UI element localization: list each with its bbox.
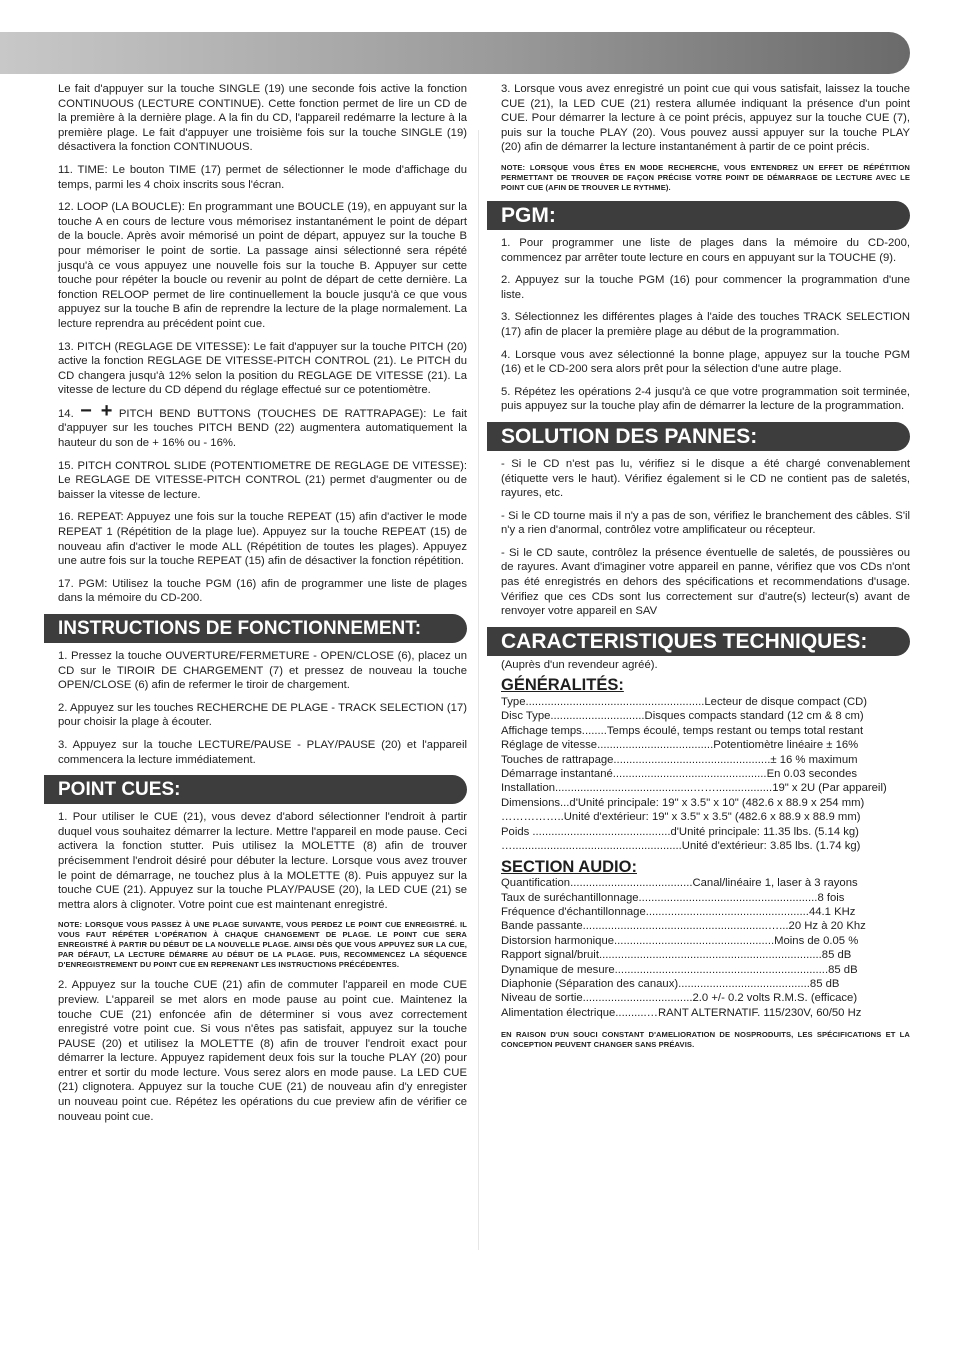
- section-header-specs: CARACTERISTIQUES TECHNIQUES:: [487, 627, 910, 656]
- spec-line: Dynamique de mesure....................................................................85 dB: [501, 963, 858, 976]
- disclaimer-note: EN RAISON D'UN SOUCI CONSTANT D'AMELIORATION DE NOSPRODUITS, LES SPÉCIFICATIONS ET LA CONCEPTION PEUVENT CHANGER SANS PRÉAVIS.: [501, 1030, 910, 1050]
- item-15-pitch-slide: 15. PITCH CONTROL SLIDE (POTENTIOMETRE DE REGLAGE DE VITESSE): Le REGLAGE DE VITESSE-PITCH CONTROL (21) permet d'augmenter ou de baisser la vitesse de lecture.: [58, 459, 467, 501]
- spec-line: Type.........................................................Lecteur de disque compact (CD): [501, 696, 868, 709]
- cue-step-2: 2. Appuyez sur la touche CUE (21) afin de commuter l'appareil en mode CUE preview. L'appareil se met alors en mode pause au point cue. Maintenez la touche CUE (21) enfoncée afin de déterminer si vous avez correctement enregistré votre point cue. Si vous n'êtes pas satisfait, appuyez sur la touche PAUSE (20) et utilisez la MOLETTE (8) afin de trouver l'endroit exact pour démarrer la lecture. Appuyez rapidement deux fois sur la touche PLAY (20) pour entrer et sortir du mode lecture. Vous serez alors en mode pause. La LED CUE (21) clignotera. Appuyez sur la touche CUE (21) de nouveau afin d'y enregister un nouveau point cue. Répétez les opérations du cue preview afin de vérifier ce nouveau point cue.: [58, 979, 467, 1123]
- spec-line: Réglage de vitesse.....................................Potentiomètre linéaire ± 16%: [501, 739, 859, 752]
- pgm-step-2: 2. Appuyez sur la touche PGM (16) pour commencer la programmation d'une liste.: [501, 274, 910, 301]
- spec-line: Touches de rattrapage..................................................± 16 % maximum: [501, 753, 858, 766]
- pgm-step-3: 3. Sélectionnez les différentes plages à l'aide des touches TRACK SELECTION (17) afin de placer la première plage au début de la programmation.: [501, 311, 910, 338]
- subheading-audio: SECTION AUDIO:: [501, 857, 637, 876]
- spec-line: Taux de suréchantillonnage.........................................................8 fois: [501, 891, 845, 904]
- spec-line: Distorsion harmonique...................................................Moins de 0.05 %: [501, 934, 859, 947]
- search-note: NOTE: LORSQUE VOUS ÊTES EN MODE RECHERCHE, VOUS ENTENDREZ UN EFFET DE RÉPÉTITION PERMETTANT DE TROUVER DE FAÇON PRÉCISE VOTRE POINT DE DÉMARRAGE DE LECTURE AVEC LE POINT CUE (AFIN DE TROUVER LE RYTHME).: [501, 162, 910, 192]
- spec-line: Fréquence d'échantillonnage....................................................44.1 KHz: [501, 905, 856, 918]
- item-12-loop: 12. LOOP (LA BOUCLE): En programmant une BOUCLE (19), en appuyant sur la touche A en cours de lecture vous mémorisez instantanément le point de départ de la boucle. Après avoir mémorisé un point de départ, appuyez sur la touche B pour mémoriser le point de sortie. La passage ainsi sélectionné sera répété jusqu'à ce vous appuyez une nouvelle fois sur la touche B. Appuyer sur cette touche pour répéter la boucle ou revenir au poInt de départ de cette dernière. La fonction RELOOP permet de lire continuellement la boucle jusqu'à ce que vous appuyez sur la touche B afin de reprendre la lecture de la plage normalement. La lecture reprendra au précédent point cue.: [58, 201, 467, 330]
- section-header-instructions: INSTRUCTIONS DE FONCTIONNEMENT:: [44, 614, 467, 643]
- troubleshoot-1: - Si le CD n'est pas lu, vérifiez si le disque a été chargé convenablement (étiquette vers le haut). Vérifiez également si le CD ne contient pas de saletés, rayures, etc.: [501, 457, 910, 500]
- section-header-troubleshooting: SOLUTION DES PANNES:: [487, 422, 910, 451]
- spec-line: Niveau de sortie...................................2.0 +/- 0.2 volts R.M.S. (efficace): [501, 992, 858, 1005]
- header-bar: [0, 32, 910, 74]
- item-14-pitch-bend: [58, 399, 467, 451]
- spec-line: Poids ............................................d'Unité principale: 11.35 lbs. (5.14 kg): [501, 825, 859, 838]
- item-11-time: 11. TIME: Le bouton TIME (17) permet de sélectionner le mode d'affichage du temps, parmi les 4 choix inscrits sous l'écran.: [58, 163, 467, 191]
- single-continuous-paragraph: Le fait d'appuyer sur la touche SINGLE (19) une seconde fois active la fonction CONTINUOUS (LECTURE CONTINUE). Cette fonction permet de lire un CD de la première à la dernière plage. A la fin du CD, l'appareil redémarre la lecture à la première plage. Le fait d'appuyer une troisième fois sur la touche SINGLE (19) désactivera la fonction CONTINUOUS.: [58, 83, 467, 154]
- instruction-2: 2. Appuyez sur les touches RECHERCHE DE PLAGE - TRACK SELECTION (17) pour choisir la plage à écouter.: [58, 701, 467, 729]
- item-13-pitch: 13. PITCH (REGLAGE DE VITESSE): Le fait d'appuyer sur la touche PITCH (20) active la fonction REGLAGE DE VITESSE-PITCH CONTROL (21). Le PITCH du CD changera jusqu'à 12% selon la position du REGLAGE DE VITESSE (21). La vitesse de lecture du CD dépend du réglage effectué sur ce potentiomètre.: [58, 340, 467, 397]
- subheading-general: GÉNÉRALITÉS:: [501, 676, 624, 695]
- item-14-text: PITCH BEND BUTTONS (TOUCHES DE RATTRAPAGE): Le fait d'appuyer sur les touches PITCH BEND (22) augmentera automatiquement la hauteur du son de + 16% ou - 16%.: [58, 407, 467, 450]
- spec-line: ……………..Unité d'extérieur: 19" x 3.5" x 3.5" (482.6 x 88.9 x 88.9 mm): [501, 811, 861, 824]
- item-14-number: 14.: [58, 407, 74, 420]
- cue-step-3: 3. Lorsque vous avez enregistré un point cue qui vous satisfait, laissez la touche CUE (21), la LED CUE (21) restera allumée indiquant la présence d'un point CUE. Pour démarrer la lecture à ce point précis, appuyez sur la touche CUE (7), puis sur la touche PLAY (20). Vous pouvez aussi appuyer sur la touche PLAY (20) afin de démarrer la lecture instantanément à partir de ce point précis.: [501, 83, 910, 154]
- item-16-repeat: 16. REPEAT: Appuyez une fois sur la touche REPEAT (15) afin d'activer le mode REPEAT 1 (Répétition de la plage lue). Appuyez sur la touche REPEAT (15) de nouveau afin d'activer le mode ALL (Répétition de toutes les plages). Appuyez une autre fois sur la touche REPEAT (15) afin de désactiver la fonction répétition.: [58, 511, 467, 568]
- specs-note: (Auprès d'un revendeur agréé).: [501, 658, 658, 671]
- right-column: [501, 82, 910, 1058]
- pgm-step-4: 4. Lorsque vous avez sélectionné la bonne plage, appuyez sur la touche PGM (16) et le CD-200 sera alors prêt pour la sélection d'une autre plage.: [501, 348, 910, 376]
- cue-note: NOTE: LORSQUE VOUS PASSEZ À UNE PLAGE SUIVANTE, VOUS PERDEZ LE POINT CUE ENREGISTRÉ. IL VOUS FAUT RÉPÉTER L'OPÉRATION À CHAQUE CHANGEMENT DE PLAGE. LE POINT CUE SERA ENREGISTRÉ À PARTIR DU DÉBUT DE LA NOUVELLE PLAGE. AINSI DÈS QUE VOUS APPUYEZ SUR LA CUE, PAR DÉFAUT, LA LECTURE DÉMARRE AU DÉBUT DE LA PLAGE. PUIS, RECOMMENCEZ LA SÉQUENCE D'ENREGISTREMENT DU POINT CUE EN REPRENANT LES INSTRUCTIONS PRÉCÉDENTES.: [58, 920, 467, 970]
- column-divider: [478, 130, 479, 1250]
- spec-line: Dimensions...d'Unité principale: 19" x 3.5" x 10" (482.6 x 88.9 x 254 mm): [501, 796, 865, 809]
- section-header-point-cues: POINT CUES:: [44, 775, 467, 804]
- spec-line: Démarrage instantané.................................................En 0.03 secondes: [501, 768, 858, 781]
- audio-spec-list: [501, 876, 910, 1020]
- minus-plus-icon: − +: [80, 399, 113, 422]
- section-header-pgm: PGM:: [487, 201, 910, 230]
- pgm-step-5: 5. Répétez les opérations 2-4 jusqu'à ce que votre programmation soit terminée, puis appuyez sur la touche play afin de démarrer la lecture de la programmation.: [501, 385, 910, 413]
- spec-line: Installation............................................……..................19" x 2U (Par appareil): [501, 782, 887, 795]
- pgm-step-1: 1. Pour programmer une liste de plages dans la mémoire du CD-200, commencez par arrêter toute lecture en cours en appuyant sur la TOUCHE (9).: [501, 236, 910, 264]
- spec-line: Disc Type..............................Disques compacts standard (12 cm & 8 cm): [501, 710, 864, 723]
- spec-line: …......................................................Unité d'extérieur: 3.85 lbs. (1.74 kg): [501, 840, 861, 853]
- instruction-3: 3. Appuyez sur la touche LECTURE/PAUSE - PLAY/PAUSE (20) et l'appareil commencera la lecture immédiatement.: [58, 738, 467, 766]
- spec-line: Quantification.......................................Canal/linéaire 1, laser à 3 rayons: [501, 877, 858, 890]
- spec-line: Affichage temps........Temps écoulé, temps restant ou temps total restant: [501, 724, 864, 737]
- general-spec-list: [501, 695, 910, 853]
- item-17-pgm: 17. PGM: Utilisez la touche PGM (16) afin de programmer une liste de plages dans la mémoire du CD-200.: [58, 577, 467, 605]
- spec-line: Rapport signal/bruit.......................................................................85 dB: [501, 949, 852, 962]
- spec-line: Diaphonie (Séparation des canaux)..........................................85 dB: [501, 977, 840, 990]
- spec-line: Alimentation électrique..........…RANT ALTERNATIF. 115/230V, 60/50 Hz: [501, 1006, 862, 1019]
- troubleshoot-2: - Si le CD tourne mais il n'y a pas de son, vérifiez le branchement des câbles. S'il n'y a rien d'anormal, contrôlez votre amplificateur ou récepteur.: [501, 509, 910, 537]
- cue-step-1: 1. Pour utiliser le CUE (21), vous devez d'abord sélectionner l'endroit à partir duquel vous souhaitez démarrer la lecture. Mettre l'appareil en mode pause. Ceci activera la fonction stutter. Puis utilisez la MOLETTE (8) afin de trouver précisemment l'endroit désiré pour débuter la lecture. Lorsque vous avez trouver le point de démarrage, ne touchez plus à la MOLETTE (8). Puis appuyez sur la touche CUE (21). Appuyez sur la touche PLAY/PAUSE (20), la LED CUE (21) se mettra alors à clignoter. Votre point cue est maintenant enregistré.: [58, 811, 467, 911]
- left-column: [58, 82, 467, 1132]
- troubleshoot-3: - Si le CD saute, contrôlez la présence éventuelle de saletés, de poussières ou de rayures. Avant d'imaginer votre appareil en panne, vérifiez que vos CDs n'ont pas été enregistrés en dehors des spécifications et recommendations d'usage. Vérifiez que ces CDs sont lus correctement sur d'autre(s) lecteur(s) avant de renvoyer votre appareil en SAV: [501, 546, 910, 618]
- instruction-1: 1. Pressez la touche OUVERTURE/FERMETURE - OPEN/CLOSE (6), placez un CD sur le TIROIR DE CHARGEMENT (7) et pressez de nouveau la touche OPEN/CLOSE (6) afin de refermer le tiroir de chargement.: [58, 650, 467, 692]
- spec-line: Bande passante...........................................................…...20 Hz à 20 Khz: [501, 920, 866, 933]
